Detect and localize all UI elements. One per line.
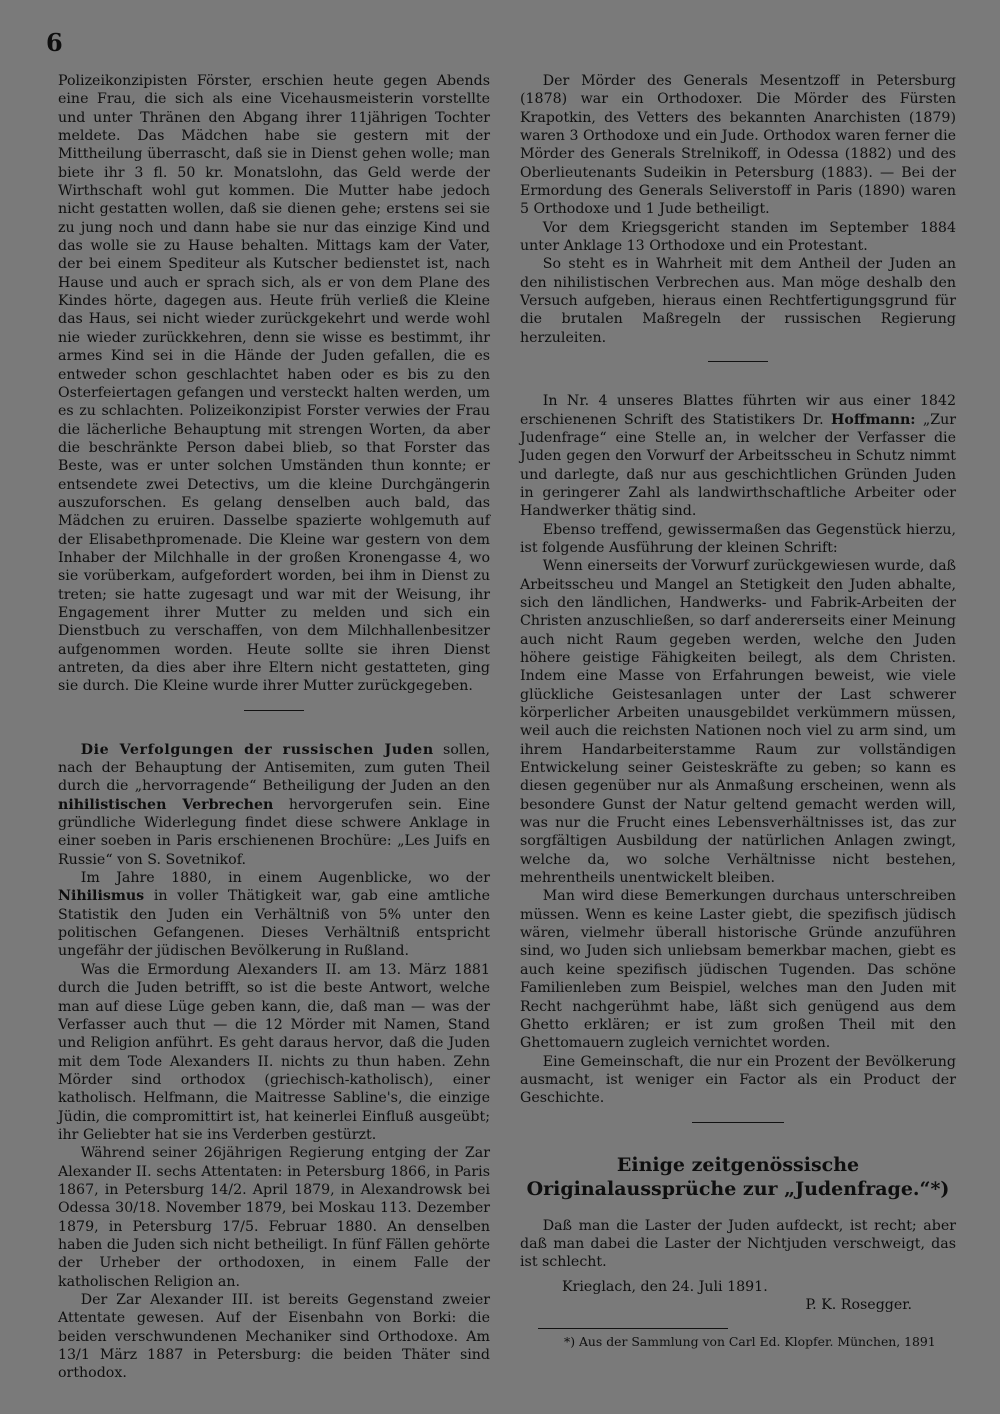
emphasis: nihilistischen Verbrechen bbox=[58, 796, 274, 813]
section-heading: Einige zeitgenössische Originalaussprüche zur „Judenfrage.“*) bbox=[526, 1153, 950, 1200]
right-column bbox=[520, 72, 956, 1352]
signature: P. K. Rosegger. bbox=[805, 1296, 912, 1313]
paragraph: Eine Gemeinschaft, die nur ein Prozent der Bevölkerung ausmacht, ist weniger ein Factor als ein Product der Geschichte. bbox=[520, 1053, 956, 1107]
paragraph: Im Jahre 1880, in einem Augenblicke, wo der Nihilismus in voller Thätigkeit war, gab eine amtliche Statistik den Juden ein Verhältniß von 5% unter den politischen Gefangenen. Dieses Verhältniß entspricht ungefähr der jüdischen Bevölkerung in Rußland. bbox=[58, 870, 490, 960]
left-column bbox=[58, 72, 490, 1383]
paragraph: Was die Ermordung Alexanders II. am 13. März 1881 durch die Juden betrifft, so ist die beste Antwort, welche man auf diese Lüge geben kann, die, daß man — was der Verfasser auch thut — die 12 Mörder mit Namen, Stand und Religion anführt. Es geht daraus hervor, daß die Juden mit dem Tode Alexanders II. nichts zu thun haben. Zehn Mörder sind orthodox (griechisch-katholisch), einer katholisch. Helfmann, die Maitresse Sabline's, die einzige Jüdin, die compromittirt ist, hat keinerlei Einfluß ausgeübt; ihr Geliebter hat sie ins Verderben gestürzt. bbox=[58, 961, 490, 1143]
paragraph: Die Verfolgungen der russischen Juden sollen, nach der Behauptung der Antisemiten, zum guten Theil durch die „hervorragende“ Betheiligung der Juden an den nihilistischen Verbrechen hervorgerufen sein. Eine gründliche Widerlegung findet diese schwere Anklage in einer soeben in Paris erschienenen Brochüre: „Les Juifs en Russie“ von S. Sovetnikof. bbox=[58, 741, 491, 868]
paragraph: In Nr. 4 unseres Blattes führten wir aus einer 1842 erschienenen Schrift des Statistikers Dr. Hoffmann: „Zur Judenfrage“ eine Stelle an, in welcher der Verfasser die Juden gegen den Vorwurf der Arbeitsscheu in Schutz nimmt und darlegte, daß nur aus geschichtlichen Gründen Juden in geringerer Zahl als landwirthschaftliche Arbeiter oder Handwerker thätig sind. bbox=[520, 393, 956, 520]
emphasis: Hoffmann: bbox=[830, 411, 916, 428]
section-divider bbox=[692, 1122, 784, 1123]
signature-block bbox=[520, 1278, 956, 1315]
footnote: *) Aus der Sammlung von Carl Ed. Klopfer. München, 1891 bbox=[564, 1334, 936, 1350]
page-number: 6 bbox=[46, 28, 63, 57]
paragraph: Während seiner 26jährigen Regierung entging der Zar Alexander II. sechs Attentaten: in Petersburg 1866, in Paris 1867, in Petersburg 14/2. April 1879, in Alexandrowsk bei Odessa 30/18. November 1879, bei Moskau 113. Dezember 1879, in Petersburg 17/5. Februar 1880. An denselben haben die Juden sich nicht betheiligt. In fünf Fällen gehörte der Urheber der orthodoxen, in einem Falle der katholischen Religion an. bbox=[58, 1145, 490, 1290]
paragraph: Der Zar Alexander III. ist bereits Gegenstand zweier Attentate gewesen. Auf der Eisenbahn von Borki: die beiden verschwundenen Mechaniker sind Orthodoxe. Am 13/1 März 1887 in Petersburg: die beiden Thäter sind orthodox. bbox=[58, 1292, 490, 1382]
paragraph: Der Mörder des Generals Mesentzoff in Petersburg (1878) war ein Orthodoxer. Die Mörder des Fürsten Krapotkin, des Vetters des bekannten Anarchisten (1879) waren 3 Orthodoxe und ein Jude. Orthodox waren ferner die Mörder des Generals Strelnikoff, in Odessa (1882) und des Oberlieutenants Sudeikin in Petersburg (1883). — Bei der Ermordung des Generals Seliverstoff in Paris (1890) waren 5 Orthodoxe und 1 Jude betheiligt. bbox=[520, 73, 956, 218]
lead-phrase: Die Verfolgungen der russischen Juden bbox=[80, 741, 434, 758]
paragraph: Ebenso treffend, gewissermaßen das Gegenstück hierzu, ist folgende Ausführung der kleinen Schrift: bbox=[520, 521, 956, 556]
section-divider bbox=[244, 710, 304, 711]
paragraph: Wenn einerseits der Vorwurf zurückgewiesen wurde, daß Arbeitsscheu und Mangel an Stetigkeit den Juden abhalte, sich den ländlichen, Handwerks- und Fabrik-Arbeiten der Christen anzuschließen, so darf andererseits einer Meinung auch nicht Raum gegeben werden, welche den Juden höhere geistige Fähigkeiten beilegt, als dem Christen. Indem eine Masse von Erfahrungen beweist, wie viele glückliche Geistesanlagen unter der Last schwerer körperlicher Arbeiten unausgebildet verkümmern müssen, weil auch die reichsten Nationen noch viel zu arm sind, um ihrem Handarbeiterstamme Raum zur vollständigen Entwickelung seiner Geisteskräfte zu geben; so kann es diesen gegenüber nur als Anmaßung erscheinen, wenn als besondere Gunst der Natur geltend gemacht werden will, was nur die Frucht eines Lebensverhältnisses ist, das zur sorgfältigen Ausbildung der natürlichen Anlagen zwingt, welche da, wo solche Verhältnisse nicht bestehen, mehrentheils unentwickelt bleiben. bbox=[520, 558, 956, 887]
quote: Daß man die Laster der Juden aufdeckt, ist recht; aber daß man dabei die Laster der Nichtjuden verschweigt, das ist schlecht. bbox=[520, 1217, 956, 1271]
section-divider bbox=[708, 361, 768, 362]
paragraph: Vor dem Kriegsgericht standen im September 1884 unter Anklage 13 Orthodoxe und ein Protestant. bbox=[520, 219, 956, 255]
footnote-rule bbox=[538, 1328, 728, 1329]
place-date: Krieglach, den 24. Juli 1891. bbox=[562, 1278, 768, 1295]
emphasis: Nihilismus bbox=[58, 888, 145, 905]
paragraph: Polizeikonzipisten Förster, erschien heute gegen Abends eine Frau, die sich als eine Vicehausmeisterin vorstellte und unter Thränen den Abgang ihrer 11jährigen Tochter meldete. Das Mädchen habe sie gestern mit der Mittheilung überrascht, daß sie in Dienst gehen wolle; man biete ihr 3 fl. 50 kr. Monatslohn, das Geld werde der Wirthschaft wohl gut kommen. Die Mutter habe jedoch nicht gestatten wollen, daß sie dienen gehe; erstens sei sie zu jung noch und dann habe sie nur das einzige Kind und das wolle sie zu Hause behalten. Mittags kam der Vater, der bei einem Spediteur als Kutscher bedienstet ist, nach Hause und auch er sprach sich, als er von dem Plane des Kindes hörte, dagegen aus. Heute früh verließ die Kleine das Haus, sei nicht wieder zurückgekehrt und werde wohl nie wieder zurückkehren, denn sie wisse es bestimmt, ihr armes Kind sei in die Hände der Juden gefallen, die es entweder schon geschlachtet haben oder es bis zu den Osterfeiertagen gefangen und versteckt halten werden, um es zu schlachten. Polizeikonzipist Forster verwies der Frau die lächerliche Behauptung mit strengen Worten, da aber die beschränkte Person dabei blieb, so that Forster das Beste, was er unter solchen Umständen thun konnte; er entsendete zwei Detectivs, um die kleine Durchgängerin auszuforschen. Es gelang denselben auch bald, das Mädchen zu eruiren. Dasselbe spazierte wohlgemuth auf der Elisabethpromenade. Die Kleine war gestern von dem Inhaber der Milchhalle in der großen Kronengasse 4, wo sie vorüberkam, aufgefordert worden, bei ihm in Dienst zu treten; sie hatte zugesagt und war mit der Weisung, ihr Engagement ihrer Mutter zu melden und sich ein Dienstbuch zu verschaffen, von dem Milchhallenbesitzer aufgenommen worden. Heute sollte sie ihren Dienst antreten, da dies aber ihre Eltern nicht gestatteten, ging sie durch. Die Kleine wurde ihrer Mutter zurückgegeben. bbox=[58, 73, 490, 695]
paragraph: Man wird diese Bemerkungen durchaus unterschreiben müssen. Wenn es keine Laster giebt, die spezifisch jüdisch wären, vielmehr überall historische Gründe anzuführen sind, wo Juden sich unliebsam bemerkbar machen, giebt es auch keine spezifisch jüdischen Tugenden. Das schöne Familienleben zum Beispiel, welches man den Juden mit Recht nachgerühmt habe, läßt sich genügend aus dem Ghetto erklären; er ist zum großen Theil mit den Ghettomauern zugleich vernichtet worden. bbox=[520, 888, 956, 1052]
paragraph: So steht es in Wahrheit mit dem Antheil der Juden an den nihilistischen Verbrechen aus. Man möge deshalb den Versuch aufgeben, hieraus einen Rechtfertigungsgrund für die brutalen Maßregeln der russischen Regierung herzuleiten. bbox=[520, 256, 956, 346]
